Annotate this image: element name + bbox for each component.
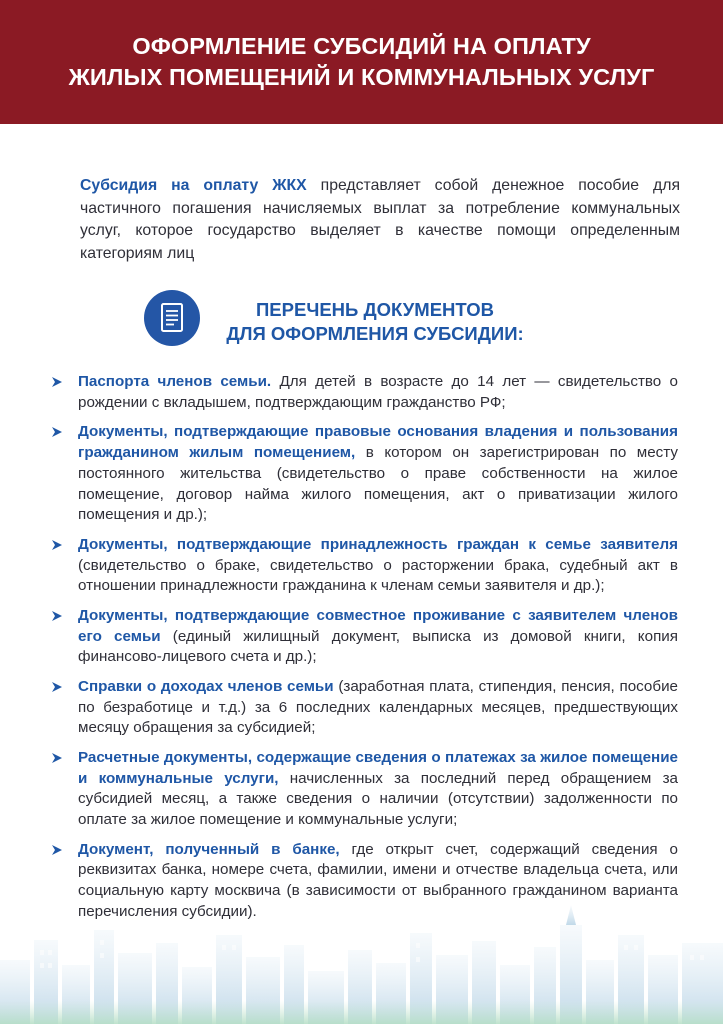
item-bold: Документы, подтверждающие принадлежность граждан к семье заявителя [78,535,678,553]
item-text: (единый жилищный документ, выписка из домовой книги, копия финансово-лицевого счета и др.); [78,627,678,666]
item-bold: Паспорта членов семьи. [78,373,272,390]
arrow-bullet-icon [50,425,64,439]
item-text: где открыт счет, содержащий сведения о реквизитах банка, номере счета, фамилии, имени и отчестве владельца счета, или социальную карту москвича (в зависимости от выбранного гражданином варианта перечисления субсидии). [78,840,678,920]
documents-list [78,372,678,931]
item-text: Для детей в возрасте до 14 лет — свидетельство о рождении с вкладышем, подтверждающим гражданство РФ; [78,373,678,411]
document-icon [144,290,200,346]
arrow-bullet-icon [50,375,64,389]
list-item [78,422,678,526]
item-bold: Документы, подтверждающие правовые основания владения и пользования гражданином жилым помещением, [78,423,678,461]
item-text: (свидетельство о браке, свидетельство о расторжении брака, судебный акт в отношении принадлежности гражданина к членам семьи заявителя и др.); [78,556,678,595]
list-item [78,677,678,739]
intro-lead: Субсидия на оплату ЖКХ [80,177,307,194]
item-bold: Расчетные документы, содержащие сведения о платежах за жилое помещение и коммунальные услуги, [78,748,678,787]
list-item [78,535,678,597]
item-bold: Справки о доходах членов семьи [78,677,334,695]
section-title [200,298,550,346]
page-title-line-1: ОФОРМЛЕНИЕ СУБСИДИЙ НА ОПЛАТУ [132,33,591,59]
arrow-bullet-icon [50,751,64,765]
arrow-bullet-icon [50,609,64,623]
intro-paragraph [80,175,680,265]
list-item [78,606,678,668]
arrow-bullet-icon [50,538,64,552]
list-item [78,748,678,831]
item-bold: Документы, подтверждающие совместное проживание с заявителем членов его семьи [78,606,678,645]
list-item [78,372,678,414]
arrow-bullet-icon [50,680,64,694]
section-title-line-2: ДЛЯ ОФОРМЛЕНИЯ СУБСИДИИ: [226,323,524,344]
arrow-bullet-icon [50,843,64,857]
header-banner [0,0,723,124]
item-text: (заработная плата, стипендия, пенсия, пособие по безработице и т.д.) за 6 последних календарных месяцев, предшествующих месяцу обращения за субсидией; [78,677,678,737]
intro-text: представляет собой денежное пособие для частичного погашения начисляемых выплат за потребление коммунальных услуг, которое государство выделяет в качестве помощи определенным категориям лиц [80,177,680,262]
section-title-line-1: ПЕРЕЧЕНЬ ДОКУМЕНТОВ [256,299,494,320]
item-text: начисленных за последний перед обращением за субсидией месяц, а также сведения о наличии (отсутствии) задолженности по оплате за жилое помещение и коммунальные услуги; [78,769,678,829]
item-bold: Документ, полученный в банке, [78,840,340,858]
city-skyline-decoration [0,905,723,1024]
page-title-line-2: ЖИЛЫХ ПОМЕЩЕНИЙ И КОММУНАЛЬНЫХ УСЛУГ [68,64,655,90]
item-text: в котором он зарегистрирован по месту постоянного жительства (свидетельство о праве собственности на жилое помещение, договор найма жилого помещения, акт о приватизации жилого помещения и др.); [78,443,678,524]
